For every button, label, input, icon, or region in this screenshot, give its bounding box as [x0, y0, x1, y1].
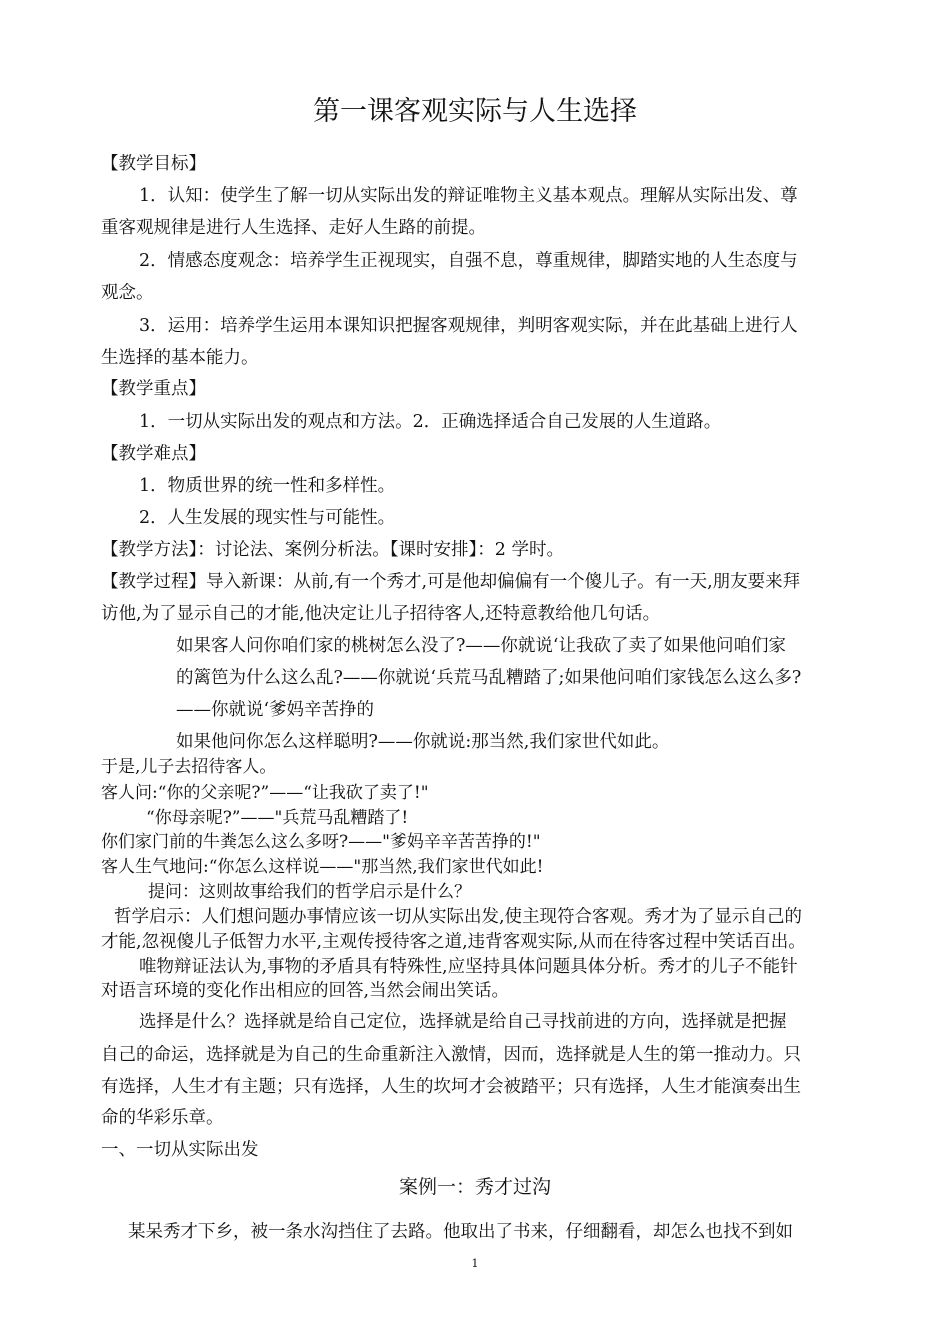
insight-line-4: 对语言环境的变化作出相应的回答,当然会闹出笑话。 — [101, 981, 510, 1001]
difficulty-2: 2．人生发展的现实性与可能性。 — [139, 508, 396, 528]
objective-1-line-1: 1．认知：使学生了解一切从实际出发的辩证唯物主义基本观点。理解从实际出发、尊 — [139, 186, 798, 206]
story-line-3: “你母亲呢?”——"兵荒马乱糟踏了! — [146, 808, 409, 828]
question-line: 提问：这则故事给我们的哲学启示是什么？ — [148, 882, 471, 902]
quote-line-2: 的篱笆为什么这么乱?——你就说‘兵荒马乱糟踏了;如果他问咱们家钱怎么这么多? — [176, 668, 802, 688]
page-number: 1 — [471, 1257, 479, 1270]
case-title: 案例一：秀才过沟 — [398, 1176, 551, 1198]
quote-line-3: ——你就说‘爹妈辛苦挣的 — [176, 700, 375, 720]
objective-3-line-1: 3．运用：培养学生运用本课知识把握客观规律，判明客观实际，并在此基础上进行人 — [139, 316, 798, 336]
choice-line-3: 有选择，人生才有主题；只有选择，人生的坎坷才会被踏平；只有选择，人生才能演奏出生 — [101, 1077, 801, 1097]
objective-1-line-2: 重客观规律是进行人生选择、走好人生路的前提。 — [101, 218, 486, 238]
story-line-1: 于是,儿子去招待客人。 — [101, 757, 277, 777]
story-line-5: 客人生气地问:“你怎么这样说——"那当然,我们家世代如此! — [101, 857, 544, 877]
choice-line-2: 自己的命运，选择就是为自己的生命重新注入激情，因而，选择就是人生的第一推动力。只 — [101, 1045, 801, 1065]
objective-2-line-1: 2．情感态度观念：培养学生正视现实，自强不息，尊重规律，脚踏实地的人生态度与 — [139, 251, 798, 271]
insight-line-2: 才能,忽视傻儿子低智力水平,主观传授待客之道,违背客观实际,从而在待客过程中笑话百出。 — [101, 932, 806, 952]
process-line-1: 【教学过程】导入新课：从前,有一个秀才,可是他却偏偏有一个傻儿子。有一天,朋友要来拜 — [101, 572, 801, 592]
objective-2-line-2: 观念。 — [101, 283, 154, 303]
key-points-heading: 【教学重点】 — [101, 379, 206, 399]
difficulty-1: 1．物质世界的统一性和多样性。 — [139, 476, 396, 496]
difficulties-heading: 【教学难点】 — [101, 444, 206, 464]
insight-line-3: 唯物辩证法认为,事物的矛盾具有特殊性,应坚持具体问题具体分析。秀才的儿子不能针 — [139, 957, 798, 977]
quote-line-4: 如果他问你怎么这样聪明?——你就说:那当然,我们家世代如此。 — [176, 732, 670, 752]
story-line-2: 客人问:“你的父亲呢?”——“让我砍了卖了!" — [101, 783, 429, 803]
objective-3-line-2: 生选择的基本能力。 — [101, 348, 259, 368]
choice-line-1: 选择是什么？选择就是给自己定位，选择就是给自己寻找前进的方向，选择就是把握 — [139, 1012, 787, 1032]
quote-line-1: 如果客人问你咱们家的桃树怎么没了?——你就说‘让我砍了卖了如果他问咱们家 — [176, 636, 786, 656]
choice-line-4: 命的华彩乐章。 — [101, 1108, 224, 1128]
story-line-4: 你们家门前的牛粪怎么这么多呀?——"爹妈辛辛苦苦挣的!" — [101, 832, 541, 852]
insight-line-1: 哲学启示：人们想问题办事情应该一切从实际出发,使主现符合客观。秀才为了显示自己的 — [114, 907, 803, 927]
case-line-1: 某呆秀才下乡，被一条水沟挡住了去路。他取出了书来，仔细翻看，却怎么也找不到如 — [128, 1222, 793, 1242]
process-line-2: 访他,为了显示自己的才能,他决定让儿子招待客人,还特意教给他几句话。 — [101, 604, 661, 624]
document-title: 第一课客观实际与人生选择 — [313, 96, 637, 127]
methods-and-schedule: 【教学方法】：讨论法、案例分析法。【课时安排】：2 学时。 — [101, 540, 564, 560]
objectives-heading: 【教学目标】 — [101, 154, 206, 174]
section-heading: 一、一切从实际出发 — [101, 1140, 259, 1160]
key-points-line: 1．一切从实际出发的观点和方法。2．正确选择适合自己发展的人生道路。 — [139, 412, 722, 432]
